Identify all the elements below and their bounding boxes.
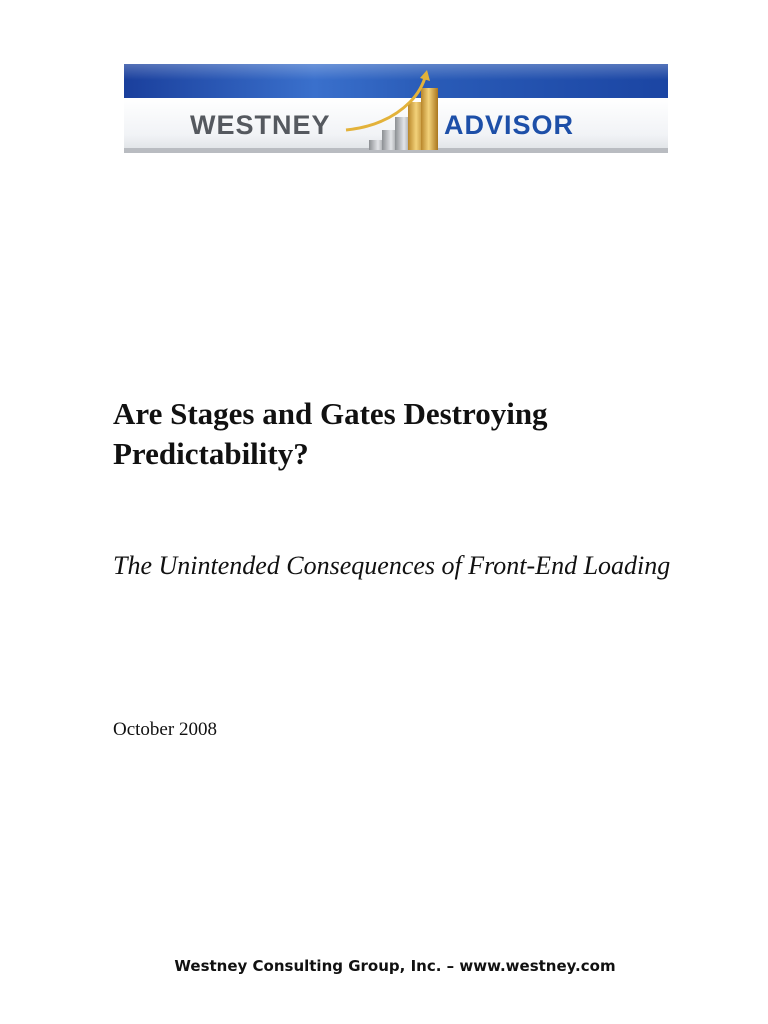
westney-advisor-banner bbox=[124, 64, 668, 155]
banner-left-word: WESTNEY bbox=[190, 110, 331, 140]
document-date: October 2008 bbox=[113, 719, 217, 740]
banner-right-word: ADVISOR bbox=[444, 110, 575, 140]
document-subtitle: The Unintended Consequences of Front-End Loading bbox=[113, 551, 671, 580]
document-title: Are Stages and Gates Destroying Predictability? bbox=[113, 396, 548, 471]
document-footer: Westney Consulting Group, Inc. – www.westney.com bbox=[174, 957, 616, 975]
banner-graphic bbox=[124, 64, 668, 155]
